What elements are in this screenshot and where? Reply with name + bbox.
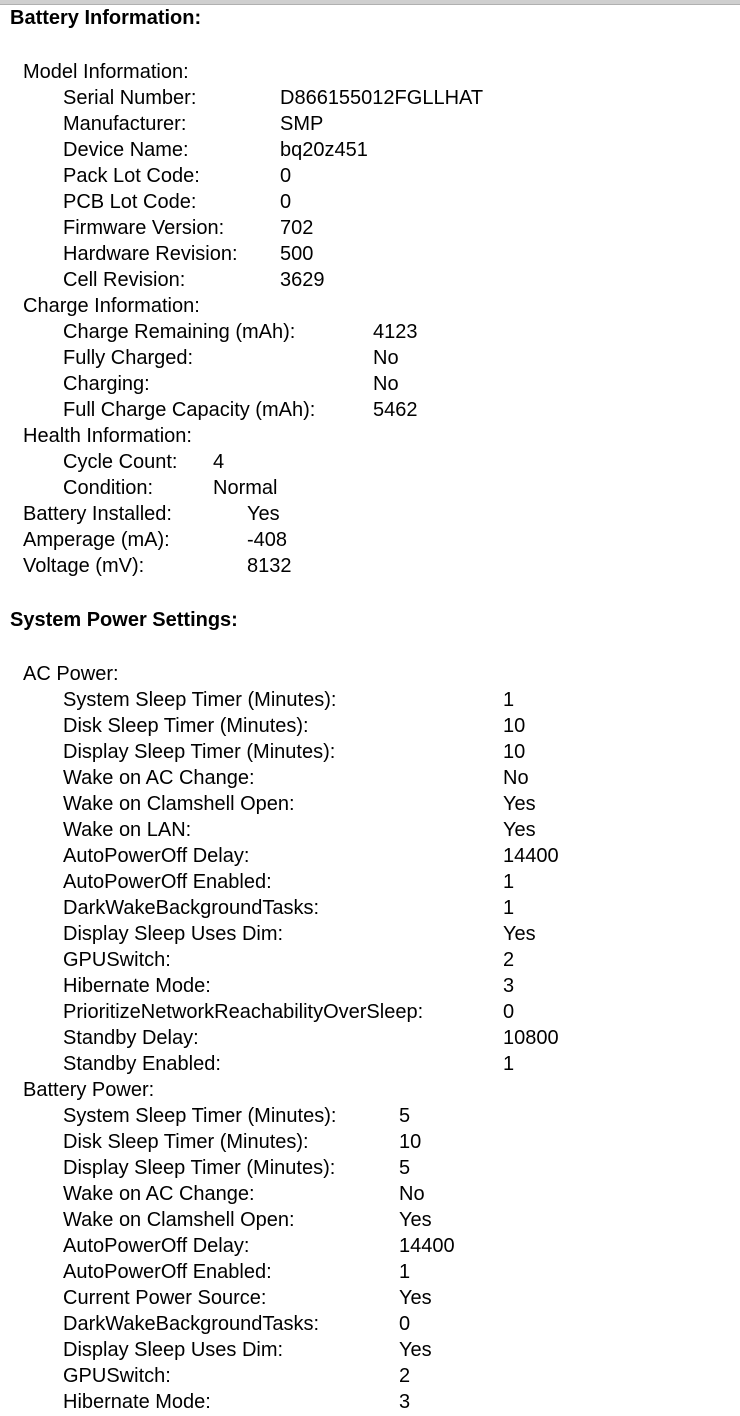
row-value: 3 xyxy=(503,975,515,997)
row-label: Battery Installed: xyxy=(23,503,172,525)
row-label: Fully Charged: xyxy=(63,347,194,369)
row-label: Cycle Count: xyxy=(63,451,178,473)
row-value: -408 xyxy=(247,529,288,551)
row-label: DarkWakeBackgroundTasks: xyxy=(63,1313,320,1335)
row-value: 10 xyxy=(503,741,526,763)
row-label: GPUSwitch: xyxy=(63,1365,171,1387)
row-label: Firmware Version: xyxy=(63,217,225,239)
row-label: Standby Enabled: xyxy=(63,1053,221,1075)
row-label: Wake on Clamshell Open: xyxy=(63,793,295,815)
power-settings-title: System Power Settings: xyxy=(10,609,238,631)
row-value: 14400 xyxy=(399,1235,455,1257)
row-label: Charge Remaining (mAh): xyxy=(63,321,296,343)
row-value: 8132 xyxy=(247,555,292,577)
row-value: No xyxy=(373,373,399,395)
model-info-heading: Model Information: xyxy=(23,61,189,83)
row-label: System Sleep Timer (Minutes): xyxy=(63,689,337,711)
row-label: System Sleep Timer (Minutes): xyxy=(63,1105,337,1127)
row-value: 10 xyxy=(503,715,526,737)
row-label: Pack Lot Code: xyxy=(63,165,200,187)
row-value: 0 xyxy=(280,191,292,213)
row-value: 2 xyxy=(503,949,515,971)
row-value: 1 xyxy=(503,689,515,711)
row-label: Display Sleep Uses Dim: xyxy=(63,1339,284,1361)
row-label: AutoPowerOff Delay: xyxy=(63,845,250,867)
row-value: Yes xyxy=(399,1287,432,1309)
row-label: AutoPowerOff Enabled: xyxy=(63,1261,272,1283)
row-label: Charging: xyxy=(63,373,150,395)
row-label: AutoPowerOff Enabled: xyxy=(63,871,272,893)
row-value: 4123 xyxy=(373,321,418,343)
row-label: Wake on LAN: xyxy=(63,819,192,841)
row-label: DarkWakeBackgroundTasks: xyxy=(63,897,320,919)
row-value: 500 xyxy=(280,243,314,265)
row-value: Yes xyxy=(503,819,536,841)
row-label: AutoPowerOff Delay: xyxy=(63,1235,250,1257)
row-value: 1 xyxy=(503,871,515,893)
row-value: 1 xyxy=(399,1261,411,1283)
row-value: 0 xyxy=(399,1313,411,1335)
row-label: Serial Number: xyxy=(63,87,197,109)
row-value: Yes xyxy=(247,503,280,525)
row-value: 2 xyxy=(399,1365,411,1387)
row-value: 5 xyxy=(399,1105,411,1127)
row-value: 10 xyxy=(399,1131,422,1153)
row-value: Normal xyxy=(213,477,278,499)
row-value: 0 xyxy=(503,1001,515,1023)
health-info-heading: Health Information: xyxy=(23,425,192,447)
row-value: 5462 xyxy=(373,399,418,421)
row-value: bq20z451 xyxy=(280,139,368,161)
battery-info-title: Battery Information: xyxy=(10,7,202,29)
row-label: Disk Sleep Timer (Minutes): xyxy=(63,715,309,737)
row-label: GPUSwitch: xyxy=(63,949,171,971)
row-label: Hibernate Mode: xyxy=(63,1391,211,1413)
row-label: Wake on AC Change: xyxy=(63,767,255,789)
row-label: Display Sleep Timer (Minutes): xyxy=(63,1157,336,1179)
row-value: Yes xyxy=(503,793,536,815)
battery-power-heading: Battery Power: xyxy=(23,1079,155,1101)
row-value: 0 xyxy=(280,165,292,187)
row-value: Yes xyxy=(399,1209,432,1231)
row-value: D866155012FGLLHAT xyxy=(280,87,484,109)
row-label: Hibernate Mode: xyxy=(63,975,211,997)
row-label: Full Charge Capacity (mAh): xyxy=(63,399,316,421)
row-label: Device Name: xyxy=(63,139,189,161)
row-value: 4 xyxy=(213,451,225,473)
row-label: PrioritizeNetworkReachabilityOverSleep: xyxy=(63,1001,424,1023)
row-value: 10800 xyxy=(503,1027,559,1049)
row-value: 1 xyxy=(503,897,515,919)
row-label: Standby Delay: xyxy=(63,1027,199,1049)
row-label: Current Power Source: xyxy=(63,1287,267,1309)
row-value: 702 xyxy=(280,217,314,239)
row-label: Cell Revision: xyxy=(63,269,186,291)
ac-power-heading: AC Power: xyxy=(23,663,119,685)
row-value: Yes xyxy=(503,923,536,945)
row-value: SMP xyxy=(280,113,324,135)
row-label: Voltage (mV): xyxy=(23,555,145,577)
row-value: No xyxy=(373,347,399,369)
row-value: Yes xyxy=(399,1339,432,1361)
row-value: No xyxy=(399,1183,425,1205)
row-label: Display Sleep Timer (Minutes): xyxy=(63,741,336,763)
row-label: Amperage (mA): xyxy=(23,529,170,551)
row-label: PCB Lot Code: xyxy=(63,191,197,213)
row-label: Disk Sleep Timer (Minutes): xyxy=(63,1131,309,1153)
row-value: 14400 xyxy=(503,845,559,867)
row-label: Display Sleep Uses Dim: xyxy=(63,923,284,945)
row-label: Condition: xyxy=(63,477,154,499)
row-label: Wake on AC Change: xyxy=(63,1183,255,1205)
row-value: 3629 xyxy=(280,269,325,291)
row-value: No xyxy=(503,767,529,789)
row-label: Hardware Revision: xyxy=(63,243,238,265)
row-label: Manufacturer: xyxy=(63,113,187,135)
row-label: Wake on Clamshell Open: xyxy=(63,1209,295,1231)
row-value: 3 xyxy=(399,1391,411,1413)
row-value: 5 xyxy=(399,1157,411,1179)
row-value: 1 xyxy=(503,1053,515,1075)
charge-info-heading: Charge Information: xyxy=(23,295,200,317)
